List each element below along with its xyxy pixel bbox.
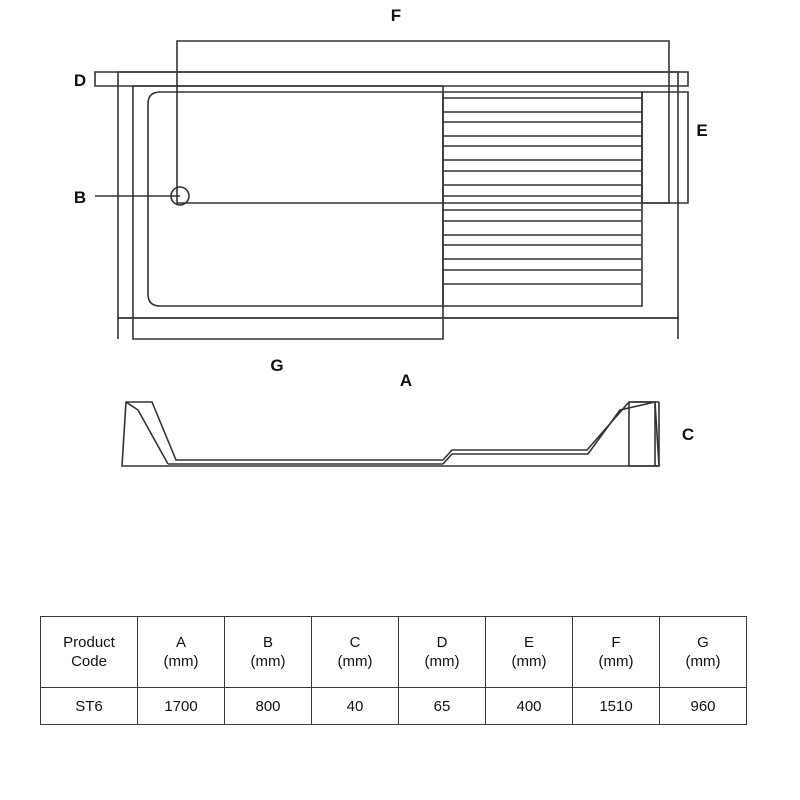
label-c: C [681, 425, 695, 444]
label-b: B [73, 188, 87, 207]
plan-view-inner-tray [148, 92, 642, 306]
dimension-line-d [95, 72, 688, 86]
plan-view-outer-outline [118, 72, 678, 318]
cell-f: 1510 [573, 688, 660, 725]
table-header-a: A (mm) [138, 617, 225, 688]
table-header-c: C (mm) [312, 617, 399, 688]
label-a: A [399, 371, 413, 390]
table-row [41, 688, 747, 725]
dimension-line-a [118, 318, 678, 339]
cell-b: 800 [225, 688, 312, 725]
table-header-d: D (mm) [399, 617, 486, 688]
cell-a: 1700 [138, 688, 225, 725]
cell-e: 400 [486, 688, 573, 725]
table-header-g: G (mm) [660, 617, 747, 688]
cell-d: 65 [399, 688, 486, 725]
table-header-product-code: Product Code [41, 617, 138, 688]
label-d: D [73, 71, 87, 90]
dimension-line-e [642, 92, 688, 203]
label-g: G [270, 356, 284, 375]
table-header-row [41, 617, 747, 688]
label-f: F [390, 6, 402, 25]
specification-table-wrapper [40, 616, 740, 725]
cell-g: 960 [660, 688, 747, 725]
cell-c: 40 [312, 688, 399, 725]
cell-product-code: ST6 [41, 688, 138, 725]
table-header-f: F (mm) [573, 617, 660, 688]
section-profile-view [122, 402, 659, 466]
dimension-line-g [133, 86, 443, 339]
table-header-e: E (mm) [486, 617, 573, 688]
label-e: E [696, 121, 708, 140]
ribbed-drying-area [443, 92, 641, 306]
specification-table [40, 616, 747, 725]
table-header-b: B (mm) [225, 617, 312, 688]
